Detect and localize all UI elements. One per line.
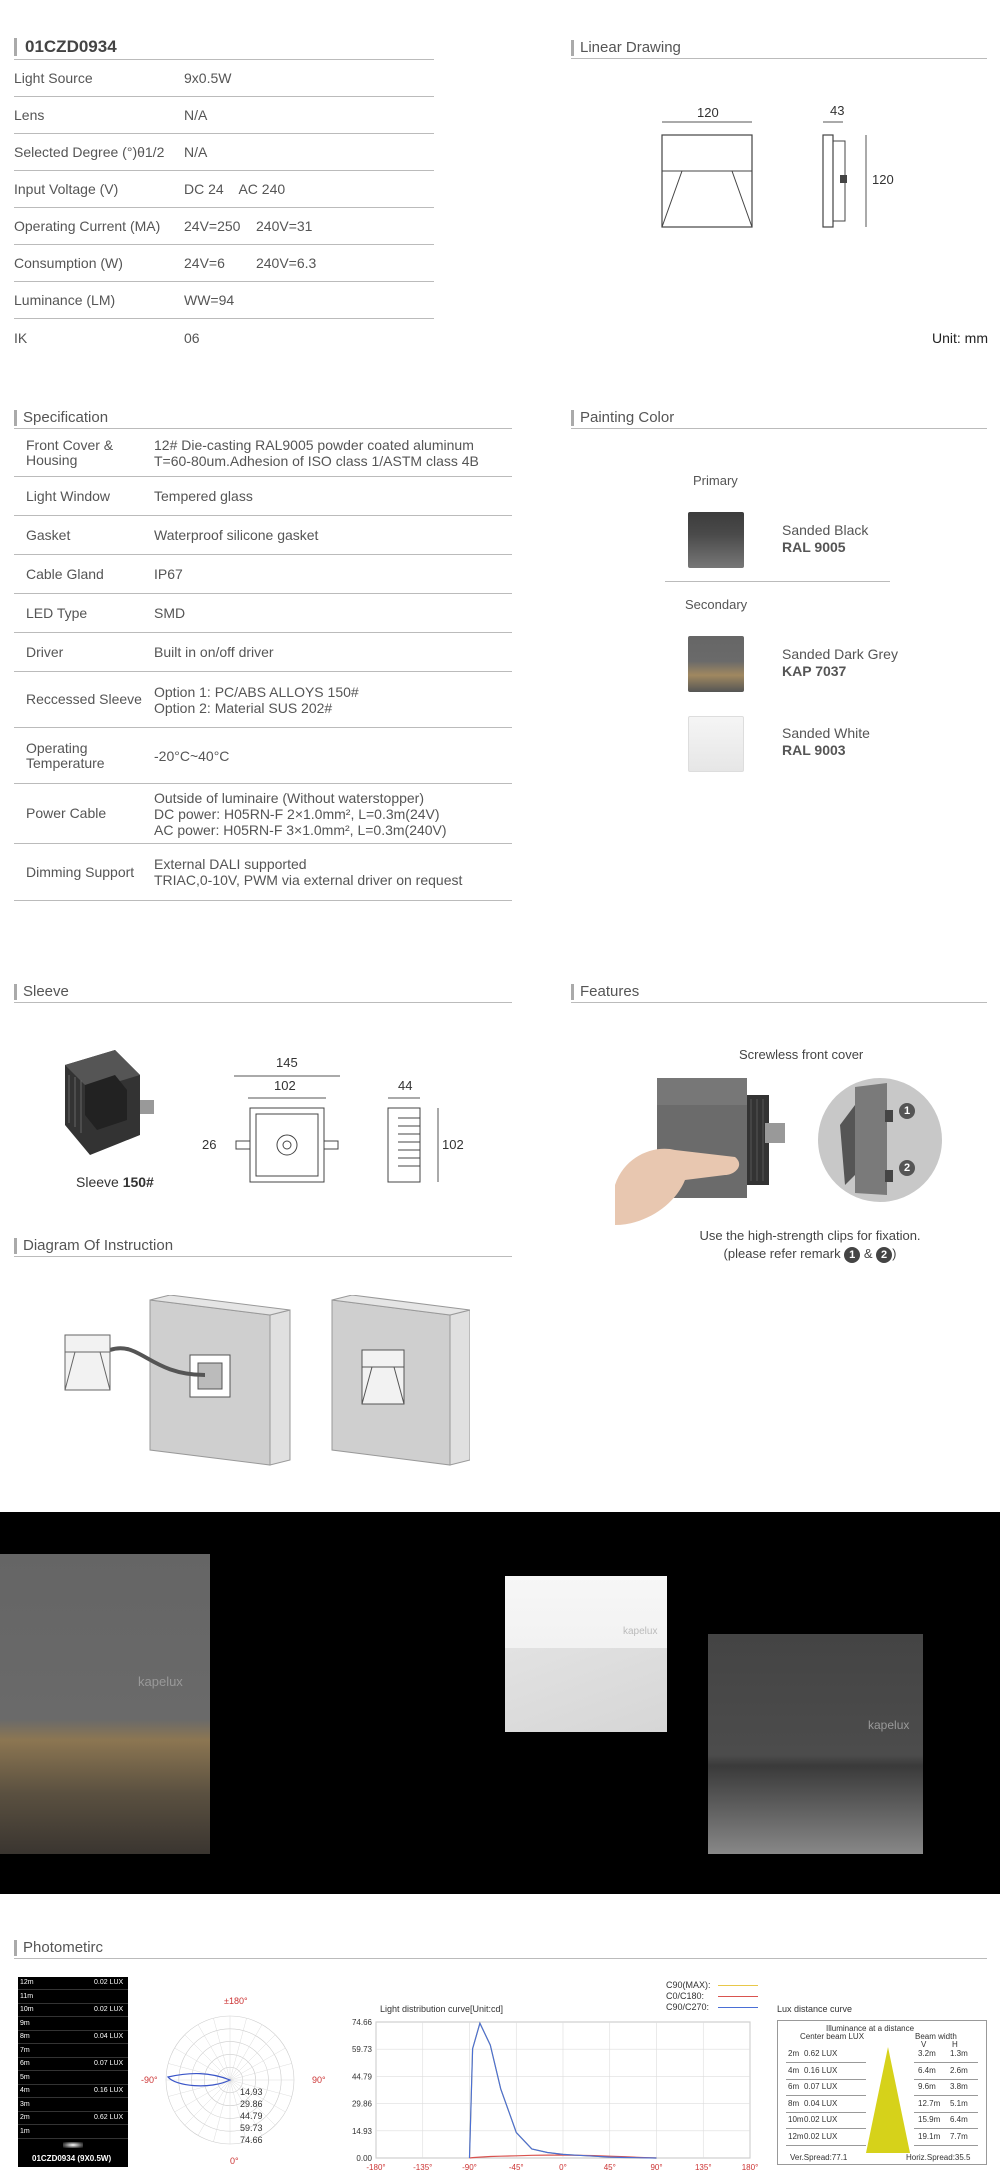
lux-table-cell: 19.1m <box>918 2131 941 2141</box>
specification-value: Option 1: PC/ABS ALLOYS 150# Option 2: Material SUS 202# <box>154 683 359 716</box>
features-title: Features <box>571 984 639 1000</box>
spec-row <box>14 245 434 282</box>
specification-value: Tempered glass <box>154 488 253 504</box>
ldc-ytick: 14.93 <box>351 2126 372 2136</box>
color-white: Sanded White RAL 9003 <box>782 725 870 758</box>
lux-panel-distance: 11m <box>20 1992 34 2000</box>
lux-table-cell: 3.8m <box>950 2082 968 2091</box>
remark-1-badge: 1 <box>899 1103 915 1119</box>
ldc-title: Light distribution curve[Unit:cd] <box>380 2004 504 2014</box>
color-dark-grey: Sanded Dark Grey KAP 7037 <box>782 646 898 679</box>
lux-panel-distance: 5m <box>20 2073 30 2081</box>
spec-row <box>14 282 434 319</box>
specification-value: Built in on/off driver <box>154 644 274 660</box>
features-photo <box>615 1075 950 1225</box>
lux-table-cell: 9.6m <box>918 2082 936 2091</box>
lux-table-cell: 12.7m <box>918 2098 941 2108</box>
ldc-legend-swatch <box>718 1985 758 1986</box>
drawing-unit: Unit: mm <box>932 330 988 346</box>
dark-grey-light-photo: kapelux <box>0 1554 210 1854</box>
lux-table-cell: 0.02 LUX <box>804 2131 838 2141</box>
lux-table-cell: 0.62 LUX <box>804 2049 838 2058</box>
ldc-ytick: 29.86 <box>351 2099 372 2109</box>
specification-value: Outside of luminaire (Without waterstopper) DC power: H05RN-F 2×1.0mm², L=0.3m(24V) AC power: H05RN-F 3×1.0mm², L=0.3m(240V) <box>154 789 447 838</box>
polar-right-label: 90° <box>312 2075 326 2085</box>
polar-spoke <box>213 2018 230 2080</box>
lux-panel-value: 0.62 LUX <box>94 2114 124 2121</box>
lux-table-cell: 6.4m <box>950 2115 968 2124</box>
spec-row <box>14 134 434 171</box>
model-title: 01CZD0934 <box>14 38 117 56</box>
lux-table-cell: 6m <box>788 2082 800 2091</box>
spec-label: Lens <box>14 107 45 123</box>
spec-value: N/A <box>184 107 208 123</box>
remark-2-badge: 2 <box>899 1160 915 1176</box>
lux-panel-value: 0.04 LUX <box>94 2033 124 2040</box>
sleeve-title: Sleeve <box>14 984 69 1000</box>
lux-table-cell: 1.3m <box>950 2049 968 2058</box>
specification-label: Cable Gland <box>26 565 104 582</box>
polar-spoke <box>198 2025 230 2080</box>
product-photo-band <box>0 1512 1000 1894</box>
spec-label: Light Source <box>14 70 93 86</box>
ldc-xtick: 45° <box>603 2163 616 2172</box>
specification-label: Dimming Support <box>26 863 135 880</box>
ldc-ytick: 0.00 <box>356 2154 372 2163</box>
specification-row <box>14 516 512 555</box>
spec-label: Operating Current (MA) <box>14 218 161 234</box>
lux-beam <box>63 2142 83 2148</box>
instruction-diagram <box>60 1295 470 1470</box>
specification-row <box>14 555 512 594</box>
spec-label: Selected Degree (°)θ1/2 <box>14 144 165 160</box>
spec-value: 9x0.5W <box>184 70 232 86</box>
swatch-dark-grey <box>688 636 744 692</box>
specification-label: Light Window <box>26 487 111 504</box>
spec-label: Input Voltage (V) <box>14 181 119 197</box>
lux-curve-title: Lux distance curve <box>777 2004 853 2014</box>
light-distribution-chart <box>340 2012 760 2182</box>
black-light-photo: kapelux <box>708 1634 923 1854</box>
polar-ring-label: 14.93 <box>240 2087 263 2097</box>
lux-table-cell: 15.9m <box>918 2115 941 2124</box>
color-black: Sanded Black RAL 9005 <box>782 522 869 555</box>
spec-row <box>14 208 434 245</box>
ldc-xtick: 90° <box>650 2163 663 2172</box>
specification-row <box>14 844 512 901</box>
ldc-xtick: -180° <box>366 2163 386 2172</box>
spec-label: Consumption (W) <box>14 255 123 271</box>
specification-label: Front Cover & Housing <box>26 436 114 468</box>
polar-spoke <box>175 2080 230 2112</box>
white-light-photo: kapelux <box>505 1576 667 1732</box>
specification-value: -20°C~40°C <box>154 747 230 764</box>
spec-value: 24V=250 240V=31 <box>184 218 313 234</box>
polar-ring-label: 59.73 <box>240 2123 263 2133</box>
ldc-legend-label: C90(MAX): <box>666 1980 711 1990</box>
ldc-legend-swatch <box>718 1996 758 1997</box>
lux-panel-distance: 10m <box>20 2006 34 2013</box>
lux-table-cell: 8m <box>788 2098 800 2108</box>
lux-table-cell: 5.1m <box>950 2098 968 2108</box>
polar-left-label: -90° <box>141 2075 158 2085</box>
spec-row <box>14 60 434 97</box>
lux-panel-value: 0.07 LUX <box>94 2060 124 2067</box>
lux-panel-distance: 9m <box>20 2019 30 2027</box>
specification-title: Specification <box>14 410 108 426</box>
polar-ring-label: 44.79 <box>240 2111 263 2121</box>
lux-panel-distance: 1m <box>20 2127 30 2135</box>
polar-curve <box>168 2074 230 2086</box>
sleeve-drawing <box>230 1060 470 1190</box>
polar-spoke <box>213 2080 230 2142</box>
lux-panel-value: 0.02 LUX <box>94 1979 124 1986</box>
specification-value: Waterproof silicone gasket <box>154 527 319 543</box>
polar-spoke <box>230 2018 247 2080</box>
specification-row <box>14 477 512 516</box>
polar-spoke <box>230 2025 262 2080</box>
specification-label: Power Cable <box>26 805 107 821</box>
specification-value: External DALI supported TRIAC,0-10V, PWM via external driver on request <box>154 856 463 888</box>
spec-value: WW=94 <box>184 292 235 308</box>
lux-panel: 12m 0.02 LUX 11m 10m 0.02 LUX 9m 8m 0.04 LUX 7m 6m 0.07 LUX 5m 4m 0.16 LUX 3m 2m 0.62 LUX 1m 01CZD0934 (9X0.5W) <box>18 1977 128 2167</box>
ldc-ytick: 44.79 <box>351 2072 372 2082</box>
sleeve-photo <box>55 1045 185 1165</box>
photometric-title: Photometirc <box>14 1940 103 1956</box>
sleeve-dim-height: 102 <box>442 1137 464 1152</box>
spec-row <box>14 319 434 356</box>
specification-label: Driver <box>26 643 64 660</box>
specification-value: IP67 <box>154 566 183 582</box>
ldc-xtick: -45° <box>508 2163 524 2172</box>
specification-label: Operating Temperature <box>26 739 105 771</box>
spec-value: N/A <box>184 144 208 160</box>
ldc-xtick: 135° <box>694 2163 712 2172</box>
ldc-legend-swatch <box>718 2007 758 2008</box>
lux-panel-value: 0.02 LUX <box>94 2006 124 2013</box>
lux-table-cell: 3.2m <box>918 2049 936 2058</box>
ldc-xtick: -135° <box>413 2163 433 2172</box>
features-caption-bottom: Use the high-strength clips for fixation. (please refer remark 1 & 2 ) <box>699 1228 921 1261</box>
polar-spoke <box>198 2080 230 2135</box>
swatch-black <box>688 512 744 568</box>
specification-row <box>14 633 512 672</box>
linear-drawing-title: Linear Drawing <box>571 40 681 56</box>
linear-drawing <box>640 95 900 240</box>
specification-row <box>14 728 512 784</box>
specification-row <box>14 672 512 728</box>
spec-label: IK <box>14 329 28 346</box>
lux-curve-box: Illuminance at a distance Center beam LUX Beam width V H 2m 0.62 LUX 3.2m 1.3m 4m 0.16 LUX 6.4m 2.6m 6m 0.07 LUX 9.6m 3.8m 8m 0.04 LUX 12.7m 5.1m 10m 0.02 LUX 15.9m 6.4m 12m 0.02 LUX 19.1m 7.7m Ver.Spread:77.1 Horiz.Spread:35.5 <box>777 2020 987 2165</box>
lux-table-cell: 2.6m <box>950 2065 968 2075</box>
lux-panel-distance: 7m <box>20 2046 30 2054</box>
specification-label: Reccessed Sleeve <box>26 691 142 707</box>
lux-panel-value: 0.16 LUX <box>94 2087 124 2094</box>
ldc-legend-label: C90/C270: <box>666 2002 710 2012</box>
features-caption-top: Screwless front cover <box>739 1047 864 1062</box>
instruction-title: Diagram Of Instruction <box>14 1238 173 1254</box>
lux-table-cell: 12m <box>788 2131 804 2141</box>
lux-table-cell: 2m <box>788 2049 800 2058</box>
lux-panel-distance: 3m <box>20 2100 30 2108</box>
sleeve-dim-inner: 102 <box>274 1078 296 1093</box>
ldc-xtick: 0° <box>559 2163 567 2172</box>
specification-row <box>14 429 512 477</box>
lux-cone <box>866 2047 910 2153</box>
ldc-legend-label: C0/C180: <box>666 1991 705 2001</box>
sleeve-caption: Sleeve 150# <box>76 1174 154 1190</box>
polar-chart <box>160 1995 300 2165</box>
painting-color-title: Painting Color <box>571 410 674 426</box>
lux-table-cell: 4m <box>788 2065 800 2075</box>
polar-spoke <box>185 2080 230 2125</box>
polar-ring-label: 29.86 <box>240 2099 263 2109</box>
lux-table-cell: 0.07 LUX <box>804 2082 838 2091</box>
specification-label: Gasket <box>26 526 71 543</box>
spec-value: 24V=6 240V=6.3 <box>184 255 317 271</box>
spec-label: Luminance (LM) <box>14 292 116 308</box>
swatch-white <box>688 716 744 772</box>
polar-spoke <box>230 2063 292 2080</box>
lux-table-cell: 0.02 LUX <box>804 2115 838 2124</box>
ldc-ytick: 59.73 <box>351 2045 372 2055</box>
lux-table-cell: 6.4m <box>918 2065 936 2075</box>
lux-panel-distance: 6m <box>20 2060 30 2067</box>
spec-row <box>14 171 434 208</box>
specification-value: 12# Die-casting RAL9005 powder coated aluminum T=60-80um.Adhesion of ISO class 1/ASTM class 4B <box>154 436 479 469</box>
lux-panel-distance: 2m <box>20 2114 30 2121</box>
ldc-xtick: -90° <box>462 2163 477 2172</box>
sleeve-dim-left: 26 <box>202 1137 217 1152</box>
lux-table-cell: 0.04 LUX <box>804 2098 838 2108</box>
ldc-ytick: 74.66 <box>351 2018 372 2027</box>
lux-table-cell: 10m <box>788 2115 804 2124</box>
specification-row <box>14 594 512 633</box>
drawing-depth: 43 <box>830 103 845 118</box>
ldc-xtick: 180° <box>741 2163 759 2172</box>
specification-row <box>14 784 512 844</box>
lux-panel-distance: 8m <box>20 2033 30 2040</box>
primary-label: Primary <box>693 473 738 488</box>
polar-spoke <box>175 2048 230 2080</box>
polar-spoke <box>230 2035 275 2080</box>
polar-spoke <box>230 2048 285 2080</box>
lux-table-cell: 0.16 LUX <box>804 2065 838 2075</box>
polar-ring-label: 74.66 <box>240 2135 263 2145</box>
spec-value: 06 <box>184 329 200 346</box>
sleeve-dim-depth: 44 <box>398 1078 413 1093</box>
lux-panel-distance: 12m <box>20 1979 34 1986</box>
drawing-height: 120 <box>872 172 894 187</box>
specification-label: LED Type <box>26 604 88 621</box>
drawing-width: 120 <box>697 105 719 120</box>
polar-top-label: ±180° <box>224 1996 248 2006</box>
lux-table-cell: 7.7m <box>950 2131 968 2141</box>
polar-bottom-label: 0° <box>230 2156 239 2166</box>
sleeve-dim-outer: 145 <box>276 1055 298 1070</box>
spec-row <box>14 97 434 134</box>
secondary-label: Secondary <box>685 597 748 612</box>
lux-panel-distance: 4m <box>20 2087 30 2094</box>
spec-value: DC 24 AC 240 <box>184 181 286 197</box>
specification-value: SMD <box>154 605 186 621</box>
